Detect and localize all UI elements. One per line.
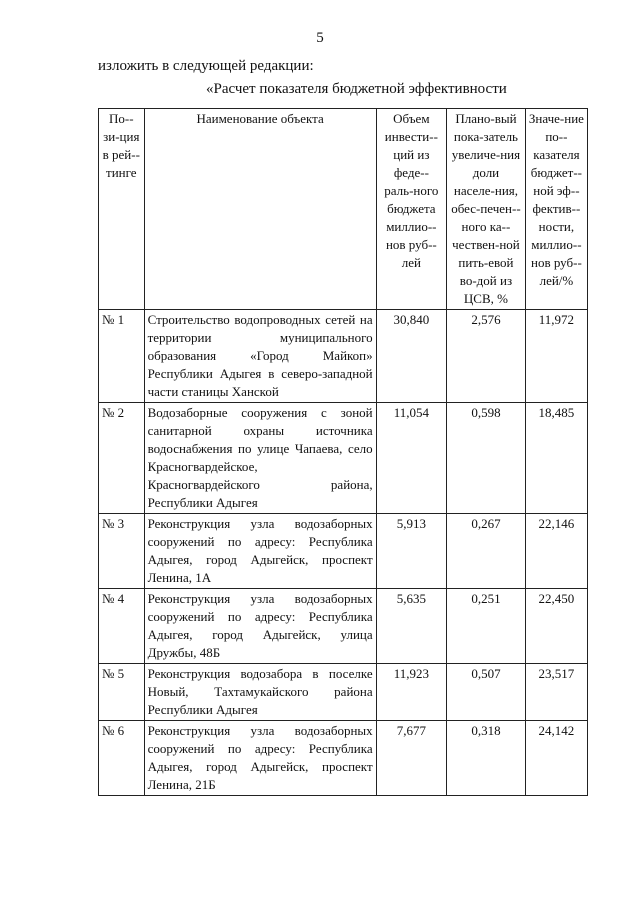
- table-row: [99, 403, 588, 514]
- cell-position: № 3: [99, 514, 145, 589]
- cell-population-share: 0,598: [447, 403, 526, 514]
- table-row: [99, 310, 588, 403]
- table-row: [99, 721, 588, 796]
- header-investment: Объем инвести-ций из феде-раль-ного бюджета миллио-нов руб-лей: [376, 109, 446, 310]
- cell-position: № 1: [99, 310, 145, 403]
- cell-investment: 11,054: [376, 403, 446, 514]
- header-object-name: Наименование объекта: [144, 109, 376, 310]
- cell-budget-efficiency: 11,972: [525, 310, 587, 403]
- table-header: [99, 109, 588, 310]
- header-population-share: Плано-вый пока-затель увеличе-ния доли населе-ния, обес-печен-ного ка-чествен-ной пить-евой во-дой из ЦСВ, %: [447, 109, 526, 310]
- cell-population-share: 0,251: [447, 589, 526, 664]
- cell-object-name: Строительство водопроводных сетей на территории муниципального образования «Город Майкоп» Республики Адыгея в северо-западной части станицы Ханской: [144, 310, 376, 403]
- cell-object-name: Водозаборные сооружения с зоной санитарной охраны источника водоснабжения по улице Чапаева, село Красногвардейское, Красногвардейского района, Республики Адыгея: [144, 403, 376, 514]
- cell-position: № 5: [99, 664, 145, 721]
- header-row: [99, 109, 588, 310]
- cell-budget-efficiency: 23,517: [525, 664, 587, 721]
- table-caption: «Расчет показателя бюджетной эффективности: [206, 81, 507, 97]
- cell-investment: 5,913: [376, 514, 446, 589]
- header-budget-efficiency: Значе-ние по-казателя бюджет-ной эф-фектив-ности, миллио-нов руб-лей/%: [525, 109, 587, 310]
- header-position: По-зи-ция в рей-тинге: [99, 109, 145, 310]
- cell-object-name: Реконструкция узла водозаборных сооружений по адресу: Республика Адыгея, город Адыгейск, проспект Ленина, 1А: [144, 514, 376, 589]
- cell-investment: 11,923: [376, 664, 446, 721]
- intro-text: изложить в следующей редакции:: [98, 58, 314, 74]
- cell-budget-efficiency: 18,485: [525, 403, 587, 514]
- page-number: 5: [316, 30, 324, 46]
- cell-budget-efficiency: 22,146: [525, 514, 587, 589]
- cell-population-share: 2,576: [447, 310, 526, 403]
- cell-investment: 30,840: [376, 310, 446, 403]
- cell-investment: 7,677: [376, 721, 446, 796]
- cell-budget-efficiency: 24,142: [525, 721, 587, 796]
- cell-position: № 6: [99, 721, 145, 796]
- cell-position: № 4: [99, 589, 145, 664]
- table-row: [99, 514, 588, 589]
- cell-investment: 5,635: [376, 589, 446, 664]
- cell-population-share: 0,267: [447, 514, 526, 589]
- cell-object-name: Реконструкция узла водозаборных сооружений по адресу: Республика Адыгея, город Адыгейск, проспект Ленина, 21Б: [144, 721, 376, 796]
- cell-budget-efficiency: 22,450: [525, 589, 587, 664]
- cell-population-share: 0,318: [447, 721, 526, 796]
- cell-object-name: Реконструкция водозабора в поселке Новый, Тахтамукайского района Республики Адыгея: [144, 664, 376, 721]
- table-row: [99, 664, 588, 721]
- table-body: [99, 310, 588, 796]
- cell-object-name: Реконструкция узла водозаборных сооружений по адресу: Республика Адыгея, город Адыгейск, улица Дружбы, 48Б: [144, 589, 376, 664]
- cell-position: № 2: [99, 403, 145, 514]
- table-row: [99, 589, 588, 664]
- cell-population-share: 0,507: [447, 664, 526, 721]
- efficiency-table: [98, 108, 588, 796]
